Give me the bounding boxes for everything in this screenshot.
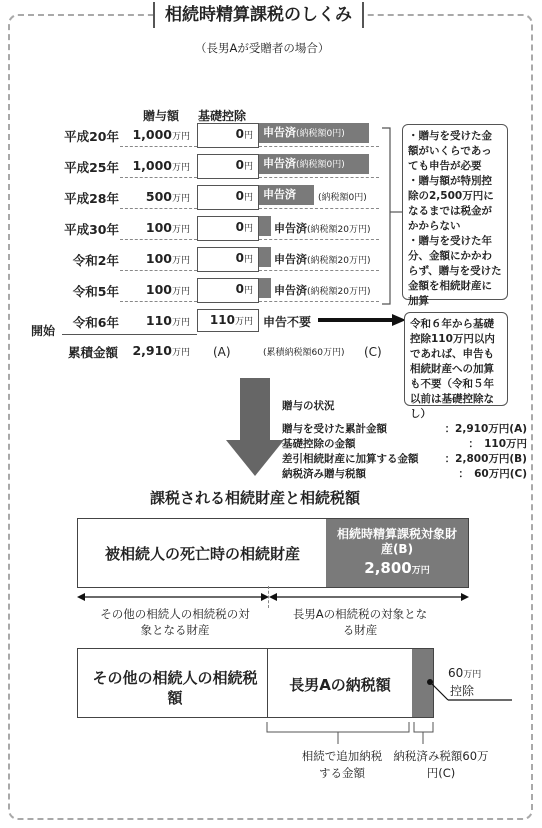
note-rule-2: ・贈与額が特別控除の2,500万円になるまでは税金がかからない: [408, 175, 494, 232]
row-deduction: 0円: [235, 158, 253, 172]
row-dash: [259, 146, 379, 147]
row-amount: 110万円: [145, 313, 190, 328]
header-deduction: 基礎控除: [198, 109, 247, 123]
total-tax-mark: (C): [364, 345, 382, 359]
taxable-label: 相続時精算課税対象財産(B): [336, 527, 457, 556]
tax-divider: [267, 648, 268, 718]
row-dash: [259, 208, 379, 209]
bottom-brackets: [265, 720, 445, 746]
row-era: 令和6年: [72, 315, 119, 330]
row-deduction: 110万円: [209, 313, 253, 327]
status-line: 基礎控除の金額 ： 110万円: [282, 438, 527, 450]
total-amount: 2,910万円: [132, 343, 190, 358]
row-status-bar: 申告済(納税額0円): [259, 154, 369, 174]
status-title: 贈与の状況: [282, 400, 335, 412]
row-status-bar: 申告済: [259, 185, 314, 205]
note-deduction: 令和６年から基礎控除110万円以内であれば、申告も相続財産への加算も不要（令和５年以前は基礎控除なし）: [404, 312, 508, 406]
rows-bracket: [380, 124, 404, 308]
row-status-bar: 申告済(納税額0円): [259, 123, 369, 143]
row-deduction: 0円: [235, 251, 253, 265]
section-title: 課税される相続財産と相続税額: [150, 489, 361, 507]
row-dash: [259, 239, 379, 240]
row-dash: [120, 177, 197, 178]
status-line: 贈与を受けた累計金額 ：2,910万円(A): [282, 423, 527, 435]
row-deduction: 0円: [235, 127, 253, 141]
row-status: 申告済(納税額20万円): [274, 253, 371, 266]
note-rule-1: ・贈与を受けた金額がいくらであっても申告が必要: [408, 130, 492, 172]
row-era: 平成25年: [64, 160, 119, 175]
estate-label: 被相続人の死亡時の相続財産: [104, 545, 300, 563]
row-deduction: 0円: [235, 220, 253, 234]
row-status-bar: [259, 278, 271, 298]
row-dash: [120, 270, 197, 271]
arrow-left-label: その他の相続人の相続税の対象となる財産: [100, 607, 250, 637]
row-dash: [120, 301, 197, 302]
row-amount: 100万円: [145, 220, 190, 235]
bottom-right-label: 納税済み税額60万円(C): [393, 749, 489, 780]
note-rule-3: ・贈与を受けた年分、金額にかかわらず、贈与を受けた金額を相続財産に加算: [408, 235, 502, 307]
row-dash: [120, 146, 197, 147]
row-era: 令和5年: [72, 284, 119, 299]
taxable-amount: 2,800万円: [364, 559, 430, 577]
note-rules: [402, 124, 508, 307]
other-tax-label: その他の相続人の相続税額: [92, 669, 258, 707]
status-list: [282, 422, 527, 482]
row-era: 令和2年: [72, 253, 119, 268]
row-amount: 100万円: [145, 251, 190, 266]
row-status: 申告済(納税額20万円): [274, 222, 371, 235]
bottom-left-label: 相続で追加納税する金額: [301, 749, 383, 780]
row-dash: [259, 177, 379, 178]
start-label: 開始: [31, 324, 56, 338]
down-arrow: [226, 378, 284, 478]
deduct-label: 控除: [450, 684, 475, 698]
deduct-amount: 60万円: [448, 666, 482, 680]
row-status-bar: [259, 216, 271, 236]
row-era: 平成28年: [64, 191, 119, 206]
row-status: 申告済(納税額20万円): [274, 284, 371, 297]
row-deduction: 0円: [235, 282, 253, 296]
total-deduction-mark: (A): [213, 345, 231, 359]
total-tax-note: (累積納税額60万円): [263, 348, 345, 358]
header-gift: 贈与額: [143, 109, 180, 123]
row-status-bar: [259, 247, 271, 267]
son-tax-label: 長男Aの納税額: [289, 676, 391, 694]
page-title: 相続時精算課税のしくみ: [153, 2, 364, 28]
row-amount: 500万円: [145, 189, 190, 204]
row-amount: 1,000万円: [132, 158, 190, 173]
status-line: 差引相続財産に加算する金額 ：2,800万円(B): [282, 453, 527, 465]
row-status: 申告不要: [263, 315, 312, 329]
row-dash: [259, 301, 379, 302]
arrow-to-note: [318, 313, 408, 327]
row-dash: [259, 270, 379, 271]
status-line: 納税済み贈与税額 ： 60万円(C): [282, 468, 527, 480]
row-amount: 100万円: [145, 282, 190, 297]
range-divider: [268, 586, 269, 608]
taxable-block: [326, 519, 468, 587]
row-era: 平成20年: [64, 129, 119, 144]
row-dash: [120, 208, 197, 209]
start-line: [62, 334, 197, 335]
arrow-right-label: 長男Aの相続税の対象となる財産: [292, 607, 428, 637]
row-deduction: 0円: [235, 189, 253, 203]
total-label: 累積金額: [67, 345, 118, 360]
page-subtitle: （長男Aが受贈者の場合）: [195, 41, 330, 55]
range-arrows: [77, 590, 469, 604]
row-era: 平成30年: [64, 222, 119, 237]
row-amount: 1,000万円: [132, 127, 190, 142]
row-tax: (納税額0円): [318, 193, 367, 203]
row-dash: [120, 239, 197, 240]
